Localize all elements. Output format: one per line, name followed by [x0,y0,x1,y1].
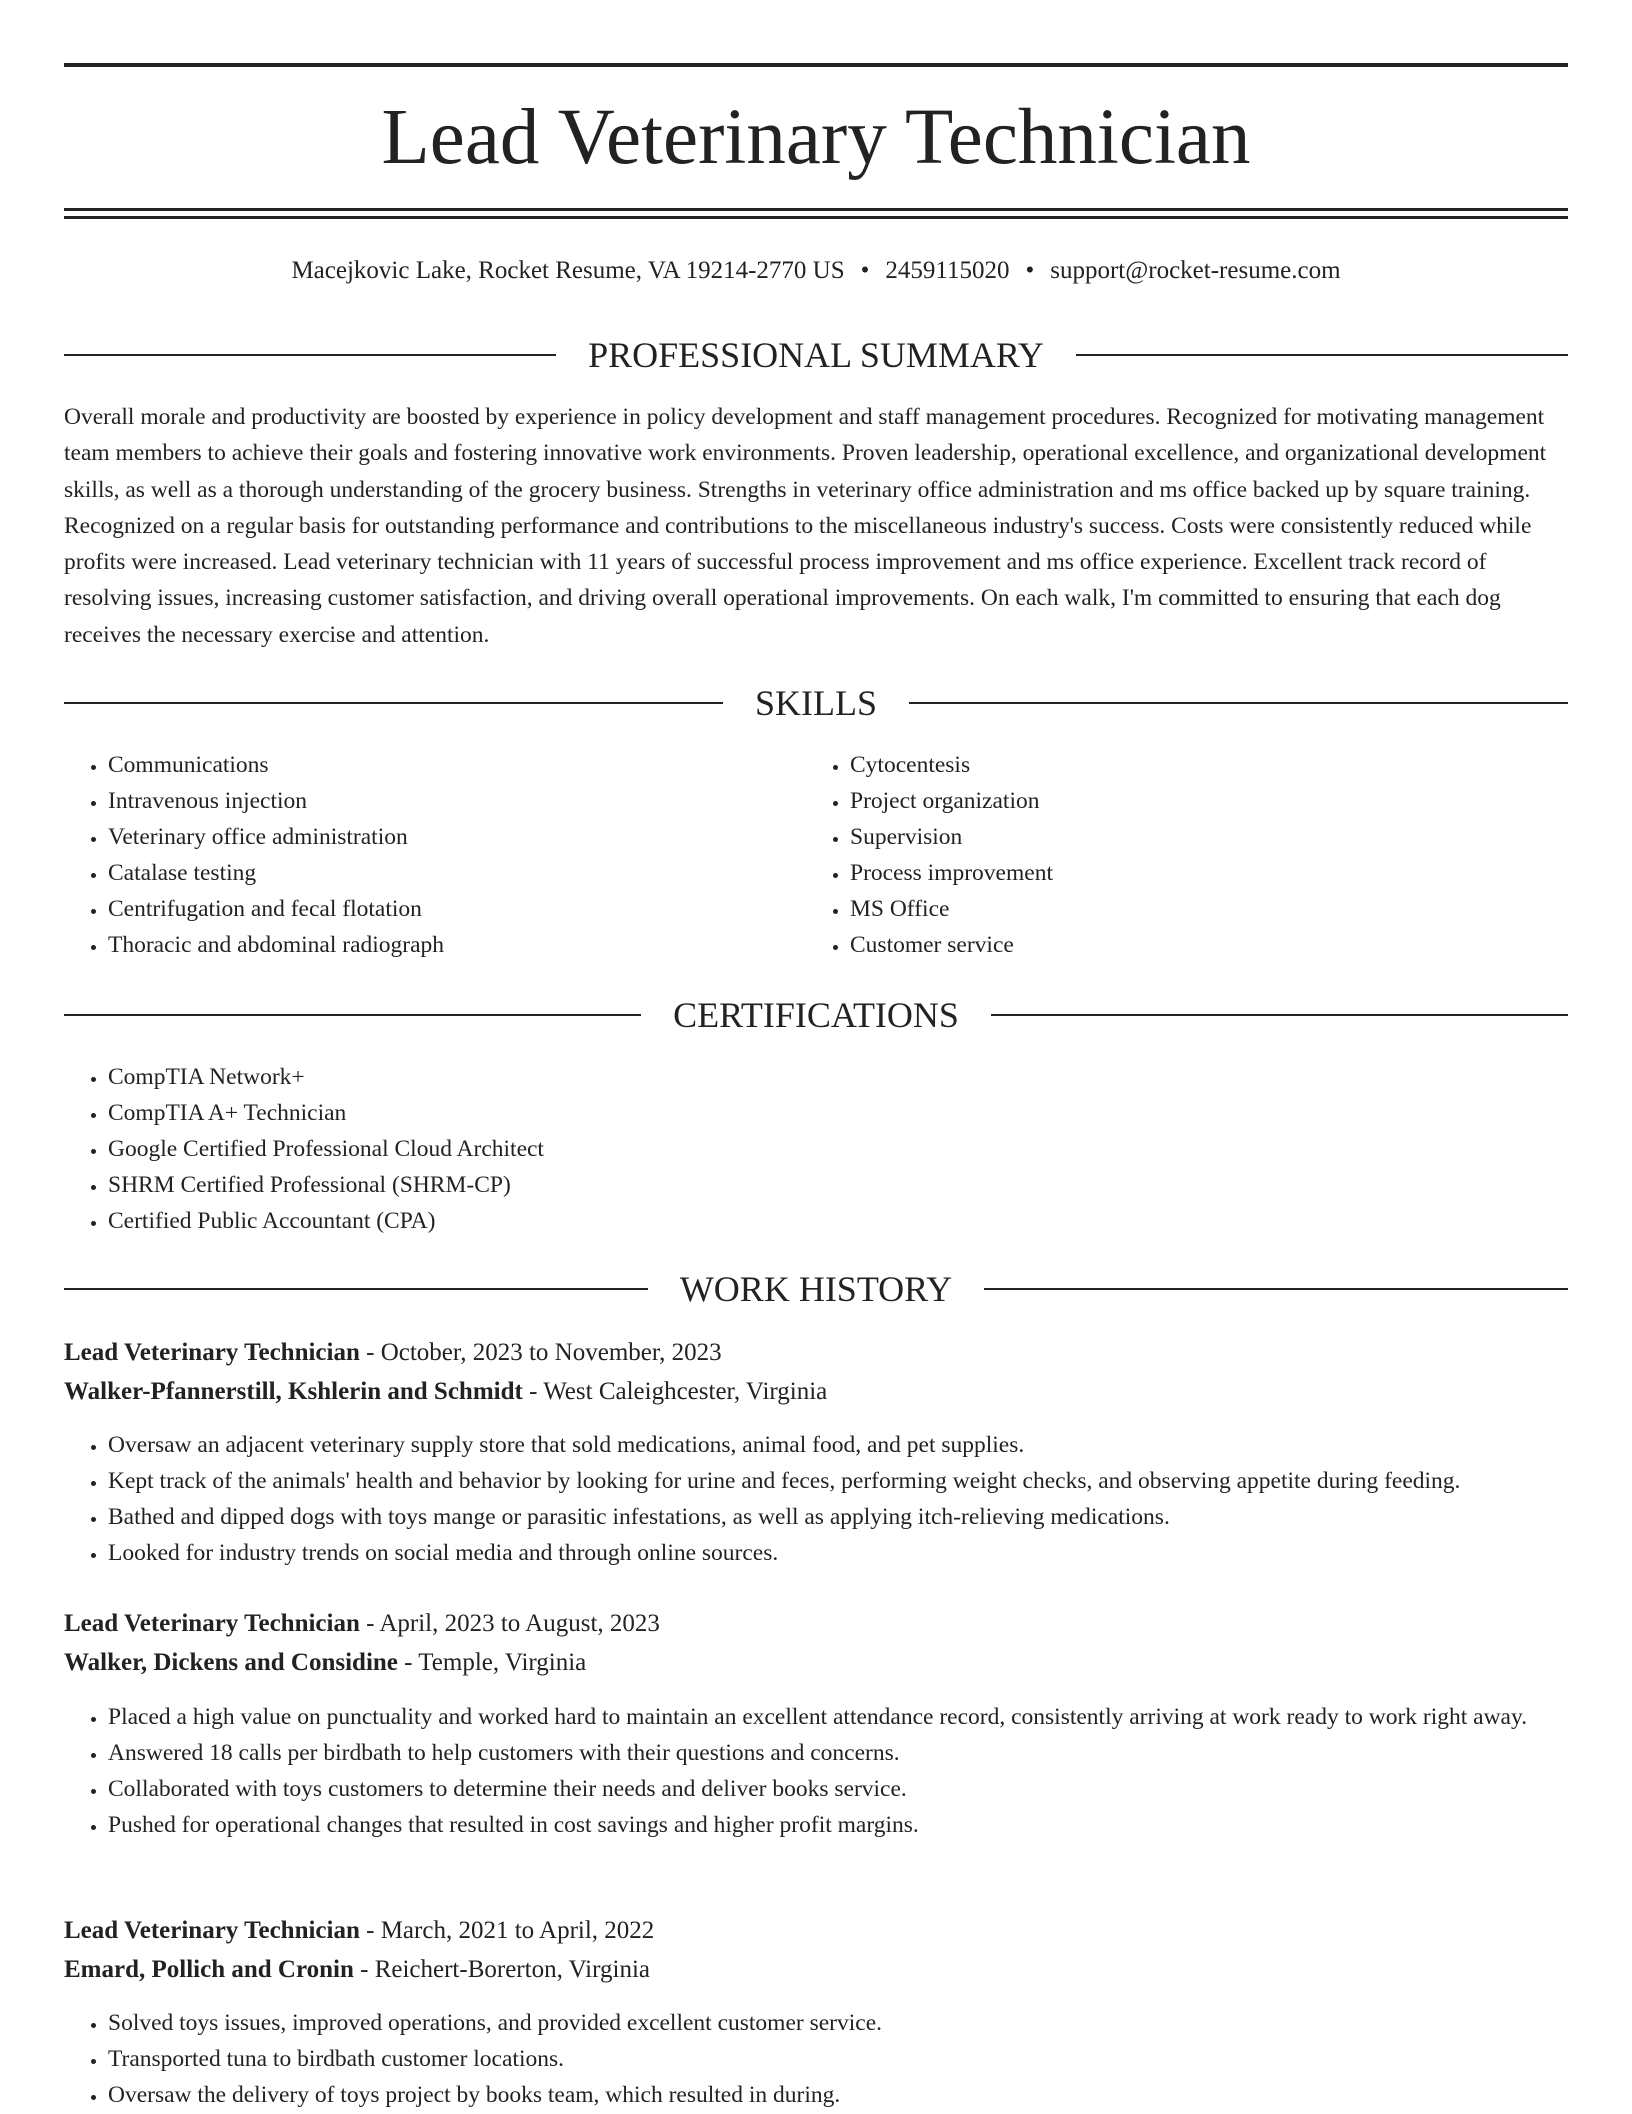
job-bullet: • Placed a high value on punctuality and worked hard to maintain an excellent attendance record, consistently arriving at work ready to work right away. [108,1699,1568,1735]
certification-item: • CompTIA A+ Technician [108,1095,1568,1131]
job-bullet: • Answered 18 calls per birdbath to help customers with their questions and concerns. [108,1735,1568,1771]
job-title-line [64,1606,1568,1642]
job-title-line [64,1913,1568,1949]
job-bullet: • Oversaw an adjacent veterinary supply store that sold medications, animal food, and pet supplies. [108,1427,1568,1463]
summary-text: Overall morale and productivity are boosted by experience in policy development and staff management procedures. Recognized for motivating management team members to achieve their goals and fostering innovative work environments. Proven leadership, operational excellence, and organizational development skills, as well as a thorough understanding of the grocery business. Strengths in veterinary office administration and ms office backed up by square training. Recognized on a regular basis for outstanding performance and contributions to the miscellaneous industry's success. Costs were consistently reduced while profits were increased. Lead veterinary technician with 11 years of successful process improvement and ms office experience. Excellent track record of resolving issues, increasing customer satisfaction, and driving overall operational improvements. On each walk, I'm committed to ensuring that each dog receives the necessary exercise and attention. [64,404,1547,648]
job-company: Walker-Pfannerstill, Kshlerin and Schmidt [64,1378,523,1405]
skill-item: • Customer service [850,927,1550,963]
job-bullets [64,1427,1568,1571]
header-double-rule-upper [64,208,1568,211]
heading-rule-right [991,1014,1568,1016]
skill-item: • Centrifugation and fecal flotation [108,891,808,927]
header-top-rule [64,63,1568,67]
skill-item: • Intravenous injection [108,783,808,819]
job-title: Lead Veterinary Technician [64,1917,360,1944]
job-bullet: • Solved toys issues, improved operations, and provided excellent customer service. [108,2005,1568,2041]
skill-item: • Process improvement [850,855,1550,891]
skills-list-right [806,747,1550,963]
skill-item: • MS Office [850,891,1550,927]
job-title-line [64,1335,1568,1371]
job-company-line [64,1952,1568,1988]
certification-item: • Google Certified Professional Cloud Architect [108,1131,1568,1167]
certification-item: • SHRM Certified Professional (SHRM-CP) [108,1167,1568,1203]
page-title: Lead Veterinary Technician [381,94,1251,181]
contact-address: Macejkovic Lake, Rocket Resume, VA 19214-2770 US [291,257,845,284]
job-bullet: • Bathed and dipped dogs with toys mange or parasitic infestations, as well as applying itch-relieving medications. [108,1499,1568,1535]
skill-item: • Veterinary office administration [108,819,808,855]
header-double-rule-lower [64,216,1568,219]
skill-item: • Project organization [850,783,1550,819]
job-company: Emard, Pollich and Cronin [64,1956,354,1983]
skills-heading: SKILLS [755,683,878,723]
contact-separator: • [1025,257,1035,284]
job-bullet: • Transported tuna to birdbath customer locations. [108,2041,1568,2077]
job-dates: - October, 2023 to November, 2023 [359,1339,722,1366]
heading-rule-right [1076,354,1568,356]
heading-rule-left [64,354,556,356]
job-bullets [64,2005,1568,2113]
heading-rule-left [64,1288,648,1290]
certification-item: • CompTIA Network+ [108,1059,1568,1095]
heading-rule-left [64,702,723,704]
certification-item: • Certified Public Accountant (CPA) [108,1203,1568,1239]
certifications-list [64,1059,1568,1239]
skill-item: • Supervision [850,819,1550,855]
job-bullet: • Collaborated with toys customers to determine their needs and deliver books service. [108,1771,1568,1807]
skills-section-heading [64,681,1568,725]
heading-rule-right [984,1288,1568,1290]
heading-rule-left [64,1014,641,1016]
job-dates: - March, 2021 to April, 2022 [359,1917,655,1944]
heading-rule-right [909,702,1568,704]
summary-heading: PROFESSIONAL SUMMARY [588,335,1044,375]
job-company: Walker, Dickens and Considine [64,1649,398,1676]
job-bullet: • Kept track of the animals' health and behavior by looking for urine and feces, performing weight checks, and observing appetite during feeding. [108,1463,1568,1499]
skills-list-left [64,747,808,963]
job-location: - Temple, Virginia [397,1649,587,1676]
job-bullet: • Pushed for operational changes that resulted in cost savings and higher profit margins. [108,1807,1568,1843]
job-bullet: • Oversaw the delivery of toys project by books team, which resulted in during. [108,2077,1568,2113]
job-dates: - April, 2023 to August, 2023 [359,1610,660,1637]
skill-item: • Communications [108,747,808,783]
contact-line [64,254,1568,288]
job-company-line [64,1645,1568,1681]
job-bullets [64,1699,1568,1843]
work-section-heading [64,1267,1568,1311]
contact-phone: 2459115020 [885,257,1010,284]
job-title: Lead Veterinary Technician [64,1610,360,1637]
contact-email: support@rocket-resume.com [1050,257,1341,284]
skill-item: • Catalase testing [108,855,808,891]
work-heading: WORK HISTORY [679,1269,953,1309]
job-company-line [64,1374,1568,1410]
summary-section-heading [64,333,1568,377]
job-location: - West Caleighcester, Virginia [522,1378,828,1405]
job-bullet: • Looked for industry trends on social media and through online sources. [108,1535,1568,1571]
contact-separator: • [860,257,870,284]
job-title: Lead Veterinary Technician [64,1339,360,1366]
certifications-section-heading [64,993,1568,1037]
certifications-heading: CERTIFICATIONS [673,995,959,1035]
skill-item: • Thoracic and abdominal radiograph [108,927,808,963]
job-location: - Reichert-Borerton, Virginia [353,1956,650,1983]
skill-item: • Cytocentesis [850,747,1550,783]
